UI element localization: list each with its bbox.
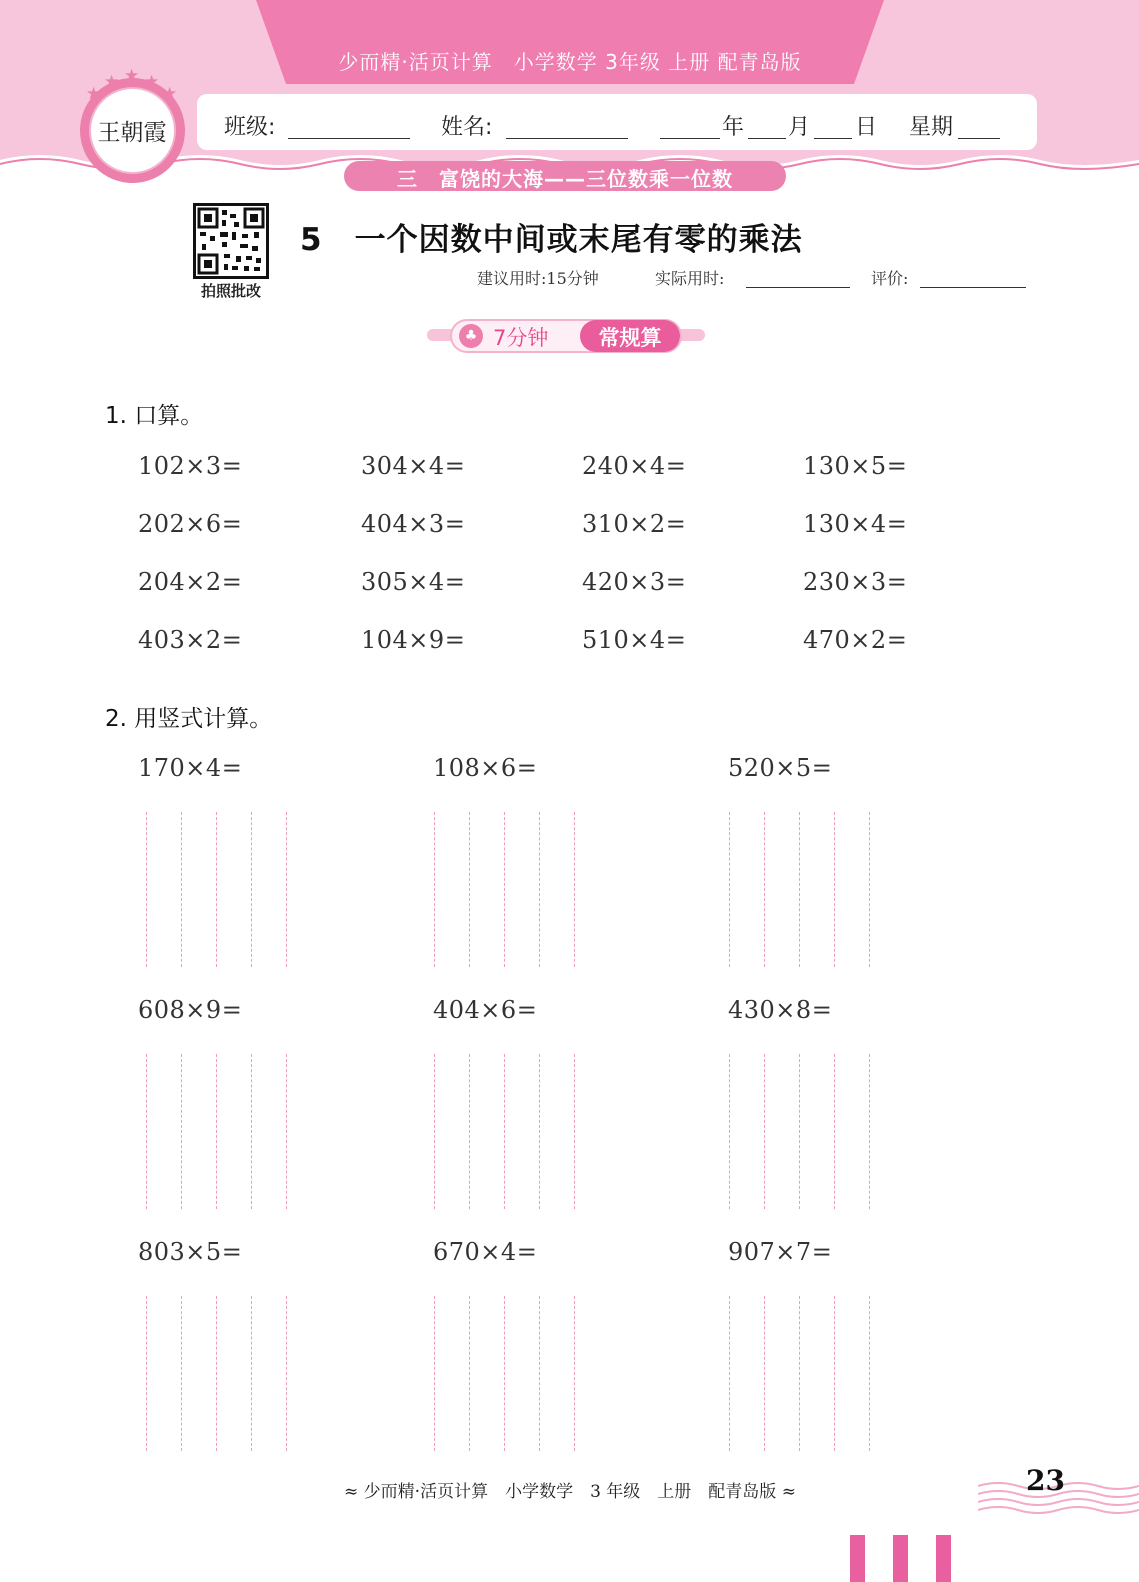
class-label: 班级: [224,115,276,140]
section1-title: 1. 口算。 [105,403,204,429]
work-guide-line [799,1296,800,1451]
work-guide-line [181,1296,182,1451]
clock-icon: ♣ [459,324,483,348]
series-title: 少而精·活页计算 小学数学 3年级 上册 配青岛版 [338,50,802,74]
qr-code-icon[interactable] [193,203,269,279]
work-guide-line [729,812,730,967]
work-guide-line [574,1054,575,1209]
work-guide-line [539,812,540,967]
section2-title: 2. 用竖式计算。 [105,706,273,732]
footer-series: ≈ 少而精·活页计算 小学数学 3 年级 上册 配青岛版 ≈ [344,1482,796,1502]
work-guide-line [216,1296,217,1451]
oral-problem: 204×2= [138,568,243,596]
badge-label: 常规算 [598,326,662,350]
work-guide-line [146,1296,147,1451]
oral-problem: 305×4= [361,568,466,596]
work-guide-line [469,1296,470,1451]
work-guide-line [799,1054,800,1209]
oral-problem: 404×3= [361,510,466,538]
oral-problem: 130×4= [803,510,908,538]
oral-problem: 470×2= [803,626,908,654]
oral-problem: 104×9= [361,626,466,654]
oral-problem: 420×3= [582,568,687,596]
work-guide-line [539,1054,540,1209]
work-guide-line [834,1296,835,1451]
work-guide-line [286,1054,287,1209]
work-guide-line [729,1054,730,1209]
vertical-problem: 430×8= [728,996,833,1024]
unit-title: 三 富饶的大海——三位数乘一位数 [397,167,733,191]
qr-code-pattern [196,206,266,276]
name-field[interactable] [506,138,628,139]
work-guide-line [574,1296,575,1451]
work-guide-line [764,812,765,967]
vertical-problem: 670×4= [433,1238,538,1266]
oral-problem: 403×2= [138,626,243,654]
weekday-label: 星期 [909,115,954,140]
vertical-problem: 803×5= [138,1238,243,1266]
work-guide-line [729,1296,730,1451]
page-tab-marker [893,1535,908,1582]
work-guide-line [539,1296,540,1451]
vertical-problem: 907×7= [728,1238,833,1266]
work-guide-line [146,1054,147,1209]
work-guide-line [146,812,147,967]
actual-time-field[interactable] [746,287,850,288]
vertical-problem: 520×5= [728,754,833,782]
brand-logo-text: 王朝霞 [97,120,167,146]
page-tab-marker [936,1535,951,1582]
month-field[interactable] [748,138,786,139]
work-guide-line [799,812,800,967]
oral-problem: 240×4= [582,452,687,480]
evaluation-field[interactable] [920,287,1026,288]
star-icon: ★ [86,84,102,104]
work-guide-line [434,1296,435,1451]
year-field[interactable] [660,138,720,139]
work-guide-line [869,1296,870,1451]
star-icon: ★ [162,84,178,104]
oral-problem: 202×6= [138,510,243,538]
suggested-time: 建议用时:15分钟 [477,269,599,288]
year-label: 年 [722,115,745,140]
work-guide-line [251,812,252,967]
class-field[interactable] [288,138,410,139]
page-number: 23 [1026,1464,1065,1497]
work-guide-line [434,1054,435,1209]
qr-label: 拍照批改 [200,282,261,300]
star-icon: ★ [104,72,120,92]
work-guide-line [869,812,870,967]
evaluation-label: 评价: [871,269,909,288]
work-guide-line [216,812,217,967]
star-icon: ★ [144,72,160,92]
oral-problem: 102×3= [138,452,243,480]
work-guide-line [469,812,470,967]
work-guide-line [286,812,287,967]
work-guide-line [574,812,575,967]
vertical-problem: 404×6= [433,996,538,1024]
work-guide-line [181,1054,182,1209]
work-guide-line [181,812,182,967]
lesson-title: 5 一个因数中间或末尾有零的乘法 [300,222,803,258]
work-guide-line [251,1054,252,1209]
work-guide-line [504,812,505,967]
oral-problem: 304×4= [361,452,466,480]
name-label: 姓名: [441,115,493,140]
work-guide-line [504,1296,505,1451]
vertical-problem: 108×6= [433,754,538,782]
work-guide-line [469,1054,470,1209]
oral-problem: 130×5= [803,452,908,480]
work-guide-line [764,1054,765,1209]
day-field[interactable] [814,138,852,139]
month-label: 月 [788,115,811,140]
vertical-problem: 608×9= [138,996,243,1024]
work-guide-line [434,812,435,967]
oral-problem: 230×3= [803,568,908,596]
weekday-field[interactable] [958,138,1000,139]
day-label: 日 [855,115,878,140]
work-guide-line [834,1054,835,1209]
actual-time-label: 实际用时: [655,269,725,288]
oral-problem: 310×2= [582,510,687,538]
work-guide-line [764,1296,765,1451]
oral-problem: 510×4= [582,626,687,654]
star-icon: ★ [124,66,140,86]
work-guide-line [286,1296,287,1451]
work-guide-line [504,1054,505,1209]
page-tab-marker [850,1535,865,1582]
vertical-problem: 170×4= [138,754,243,782]
badge-time: 7分钟 [493,326,549,350]
work-guide-line [869,1054,870,1209]
work-guide-line [834,812,835,967]
work-guide-line [251,1296,252,1451]
work-guide-line [216,1054,217,1209]
